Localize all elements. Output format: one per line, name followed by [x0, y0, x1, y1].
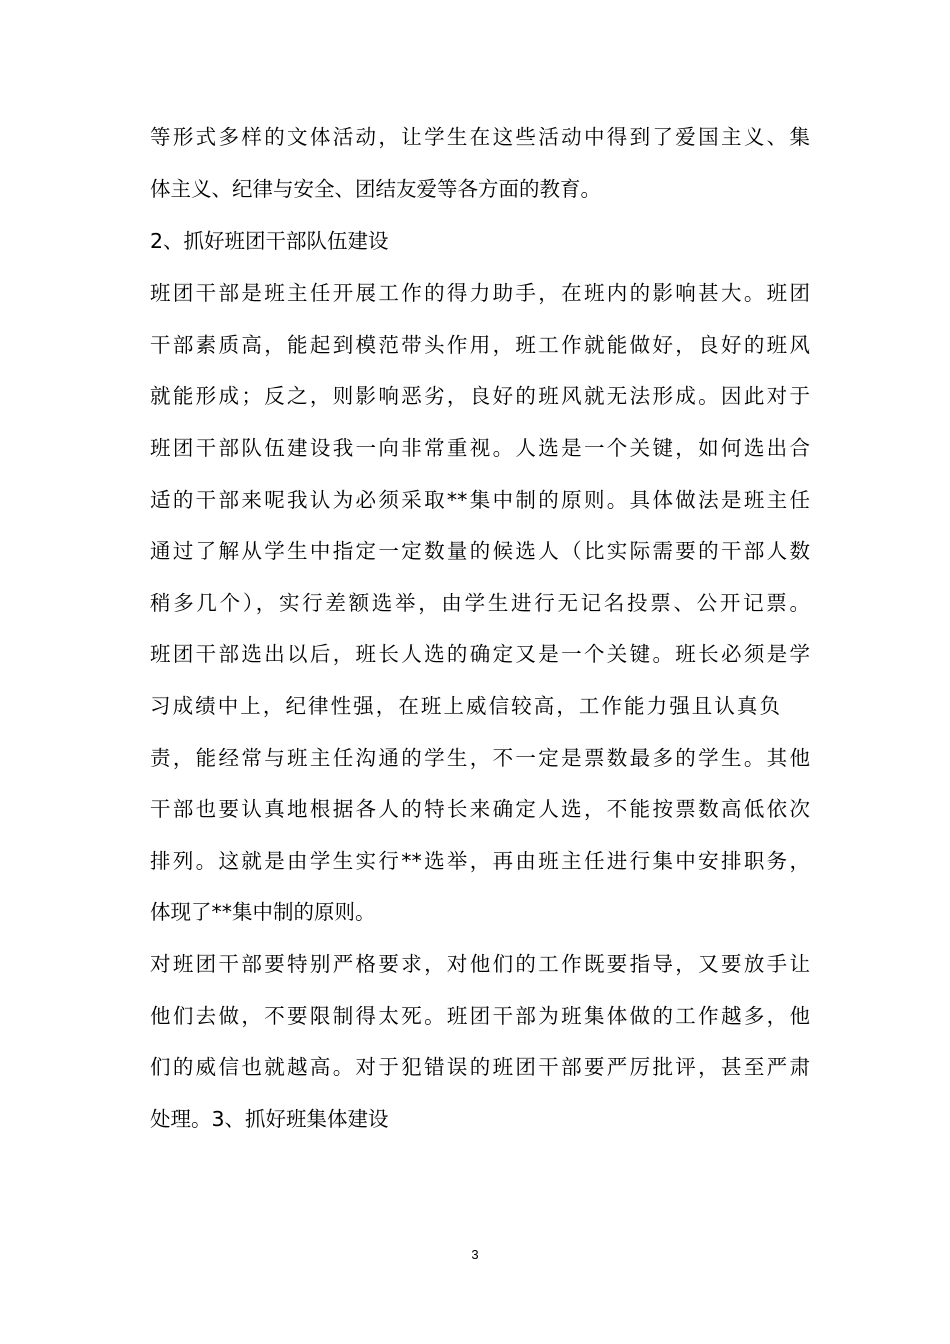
text-line-16: 体现了**集中制的原则。 — [150, 900, 376, 924]
section-heading-2: 2、抓好班团干部队伍建设 — [150, 229, 389, 253]
text-line-9: 通过了解从学生中指定一定数量的候选人（比实际需要的干部人数 — [150, 539, 810, 563]
text-line-8: 适的干部来呢我认为必须采取**集中制的原则。具体做法是班主任 — [150, 488, 810, 512]
text-line-5: 干部素质高，能起到模范带头作用，班工作就能做好，良好的班风 — [150, 333, 810, 357]
text-line-7: 班团干部队伍建设我一向非常重视。人选是一个关键，如何选出合 — [150, 436, 810, 460]
text-line-17: 对班团干部要特别严格要求，对他们的工作既要指导，又要放手让 — [150, 952, 810, 976]
text-line-10: 稍多几个），实行差额选举，由学生进行无记名投票、公开记票。 — [150, 591, 810, 615]
text-line-11: 班团干部选出以后，班长人选的确定又是一个关键。班长必须是学 — [150, 642, 810, 666]
text-line-6: 就能形成；反之，则影响恶劣，良好的班风就无法形成。因此对于 — [150, 384, 810, 408]
text-line-1: 等形式多样的文体活动，让学生在这些活动中得到了爱国主义、集 — [150, 125, 810, 149]
text-line-12: 习成绩中上，纪律性强，在班上威信较高，工作能力强且认真负 — [150, 694, 780, 718]
text-line-20: 处理。3、抓好班集体建设 — [150, 1107, 389, 1131]
text-line-14: 干部也要认真地根据各人的特长来确定人选，不能按票数高低依次 — [150, 797, 810, 821]
text-line-15: 排列。这就是由学生实行**选举，再由班主任进行集中安排职务， — [150, 849, 810, 873]
text-line-18: 他们去做，不要限制得太死。班团干部为班集体做的工作越多，他 — [150, 1004, 810, 1028]
text-line-13: 责，能经常与班主任沟通的学生，不一定是票数最多的学生。其他 — [150, 746, 810, 770]
page-number: 3 — [471, 1247, 479, 1262]
text-line-2: 体主义、纪律与安全、团结友爱等各方面的教育。 — [150, 177, 601, 201]
text-line-4: 班团干部是班主任开展工作的得力助手，在班内的影响甚大。班团 — [150, 281, 810, 305]
text-line-19: 们的威信也就越高。对于犯错误的班团干部要严厉批评，甚至严肃 — [150, 1055, 810, 1079]
